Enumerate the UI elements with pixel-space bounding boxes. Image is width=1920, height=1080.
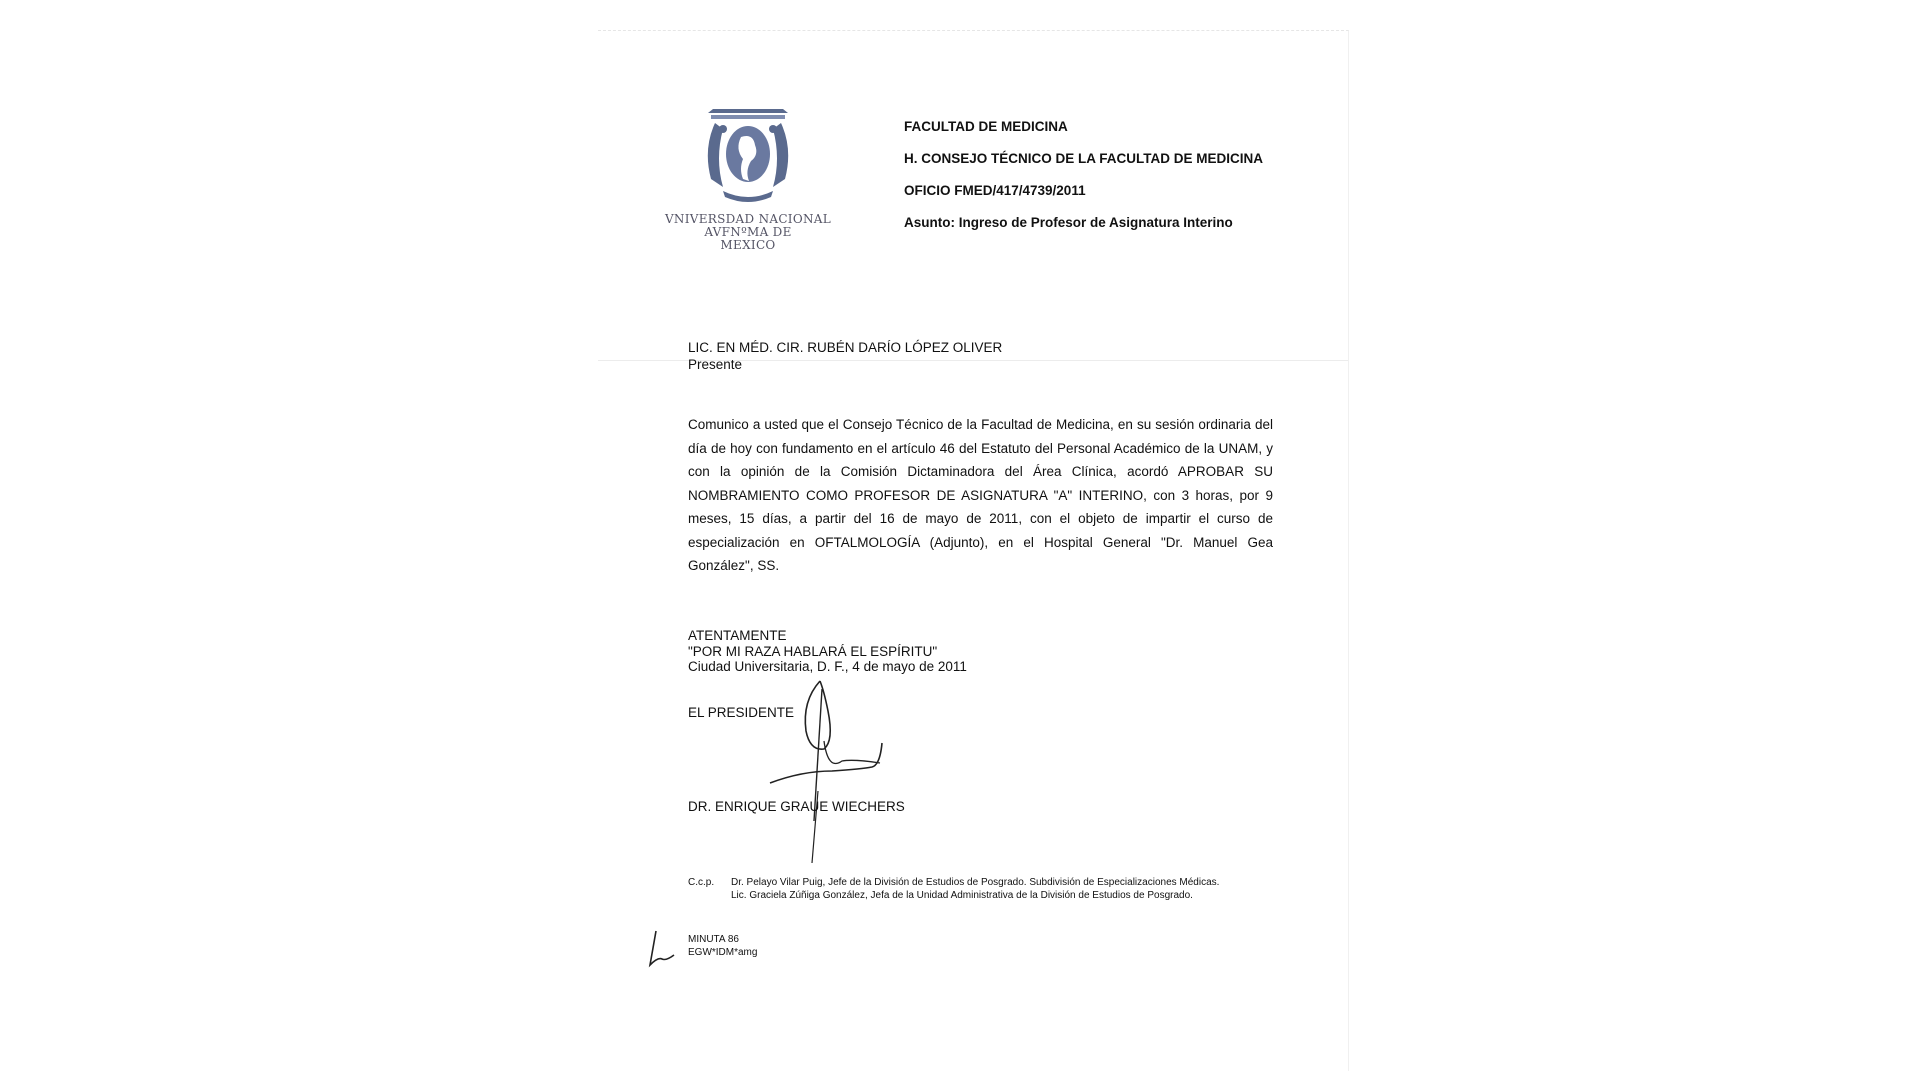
signatory-name: DR. ENRIQUE GRAUE WIECHERS <box>688 799 905 814</box>
letter-page <box>598 30 1349 1071</box>
seal-text-line: MEXICO <box>720 238 776 252</box>
closing-block <box>688 628 1273 675</box>
ccp-label: C.c.p. <box>688 877 715 888</box>
university-motto: "POR MI RAZA HABLARÁ EL ESPÍRITU" <box>688 643 938 659</box>
addressee-name: LIC. EN MÉD. CIR. RUBÉN DARÍO LÓPEZ OLIVER <box>688 340 1003 355</box>
council-name: H. CONSEJO TÉCNICO DE LA FACULTAD DE MEDICINA <box>904 151 1264 166</box>
body-paragraph: Comunico a usted que el Consejo Técnico de la Facultad de Medicina, en su sesión ordinaria del día de hoy con fundamento en el artículo 46 del Estatuto del Personal Académico de la UNAM, y con la opinión de la Comisión Dictaminadora del Área Clínica, acordó APROBAR SU NOMBRAMIENTO COMO PROFESOR DE ASIGNATURA "A" INTERINO, con 3 horas, por 9 meses, 15 días, a partir del 16 de mayo de 2011, con el objeto de impartir el curso de especialización en OFTALMOLOGÍA (Adjunto), en el Hospital General "Dr. Manuel Gea González", SS. <box>688 417 1273 573</box>
letter-header <box>904 119 1263 247</box>
oficio-number: OFICIO FMED/417/4739/2011 <box>904 183 1086 198</box>
addressee-block <box>688 339 1273 373</box>
closing-salutation: ATENTAMENTE <box>688 628 787 643</box>
place-date: Ciudad Universitaria, D. F., 4 de mayo de 2011 <box>688 659 967 674</box>
signature-icon <box>762 671 912 866</box>
ccp-line: Dr. Pelayo Vilar Puig, Jefe de la División de Estudios de Posgrado. Subdivisión de Especializaciones Médicas. <box>731 877 1220 888</box>
minuta-number: MINUTA 86 <box>688 934 739 945</box>
carbon-copy-block <box>688 876 1308 902</box>
signatory-title: EL PRESIDENTE <box>688 705 795 720</box>
subject-line: Asunto: Ingreso de Profesor de Asignatura Interino <box>904 215 1233 230</box>
unam-seal-icon <box>693 99 803 209</box>
initials-mark-icon <box>644 929 678 969</box>
faculty-name: FACULTAD DE MEDICINA <box>904 119 1068 134</box>
minuta-block <box>688 933 757 959</box>
addressee-greeting: Presente <box>688 357 743 372</box>
ccp-line: Lic. Graciela Zúñiga González, Jefa de la Unidad Administrativa de la División de Estudios de Posgrado. <box>731 890 1193 901</box>
minuta-initials: EGW*IDM*amg <box>688 947 758 958</box>
unam-seal <box>658 99 838 294</box>
seal-text-line: AVFNºMA DE <box>704 225 792 239</box>
seal-text-line: VNIVERSDAD NACIONAL <box>664 212 832 226</box>
